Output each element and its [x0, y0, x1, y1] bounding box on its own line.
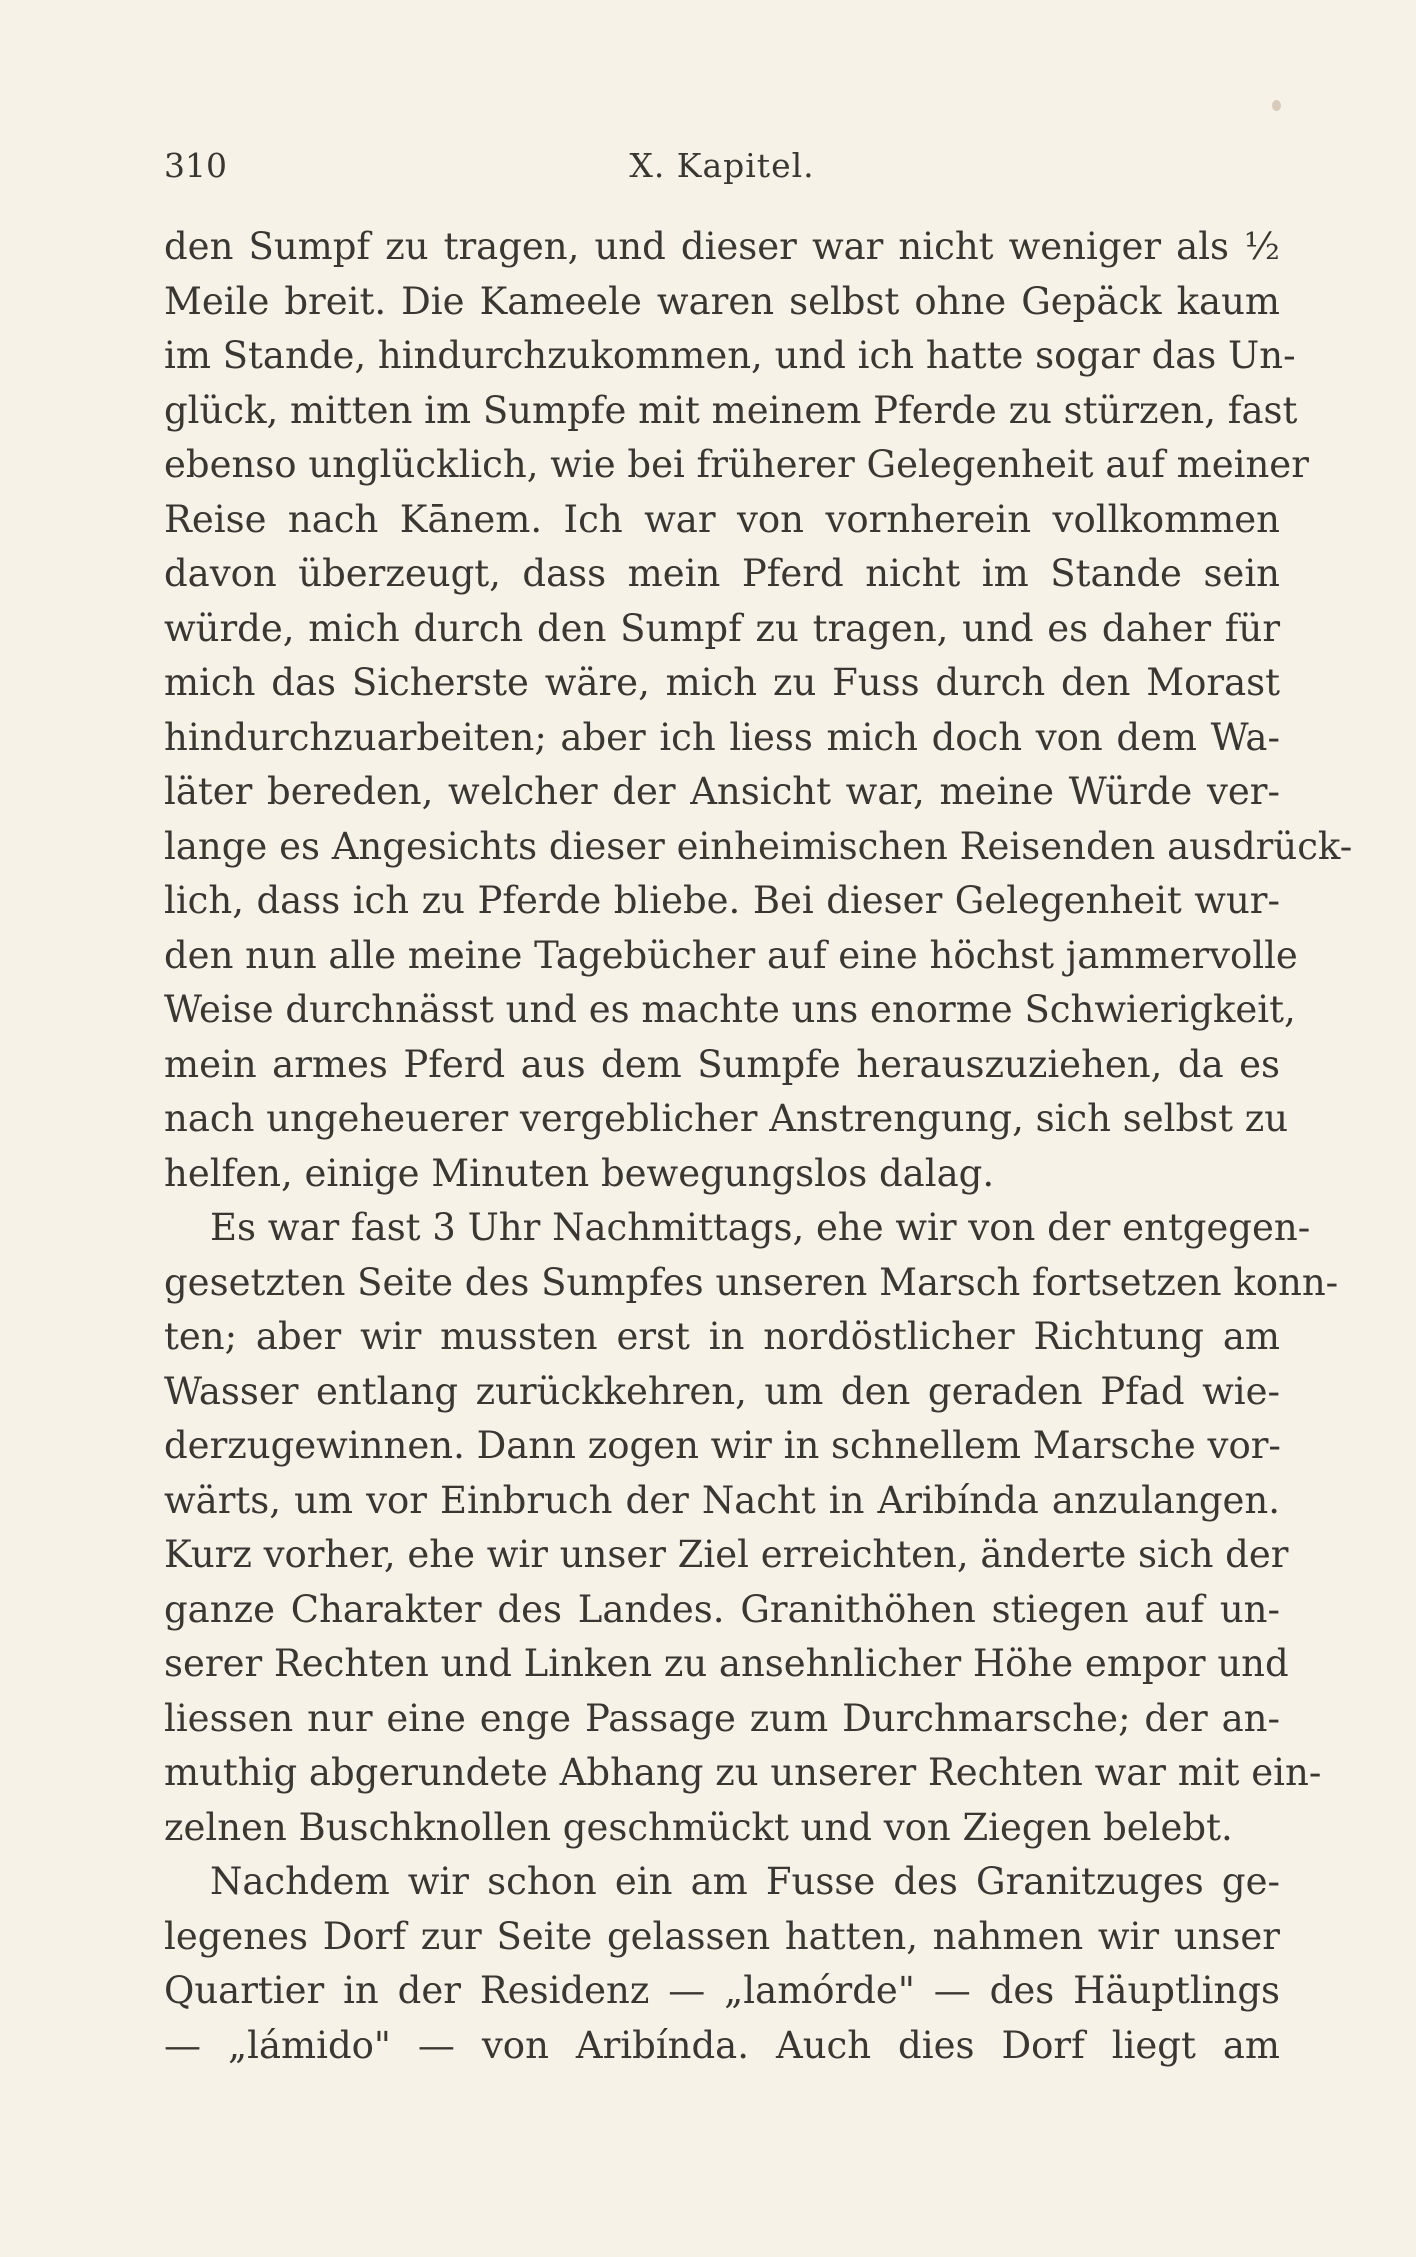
- text-line: hindurchzuarbeiten; aber ich liess mich doch von dem Wa-: [164, 715, 1280, 759]
- text-line: würde, mich durch den Sumpf zu tragen, und es daher für: [164, 606, 1280, 650]
- text-line: Meile breit. Die Kameele waren selbst ohne Gepäck kaum: [164, 279, 1280, 323]
- text-line: lich, dass ich zu Pferde bliebe. Bei dieser Gelegenheit wur-: [164, 879, 1280, 922]
- text-line: Quartier in der Residenz — „lamórde" — des Häuptlings: [164, 1969, 1280, 2012]
- paragraph-end-line: zelnen Buschknollen geschmückt und von Ziegen belebt.: [164, 1805, 1233, 1849]
- text-line: nach ungeheuerer vergeblicher Anstrengung, sich selbst zu: [164, 1097, 1289, 1140]
- page-header: [164, 143, 1280, 189]
- body-text: [164, 220, 1353, 2073]
- paragraph-start-line: Es war fast 3 Uhr Nachmittags, ehe wir von der entgegen-: [210, 1206, 1311, 1249]
- text-line: Wasser entlang zurückkehren, um den geraden Pfad wie-: [164, 1369, 1280, 1413]
- text-line: mich das Sicherste wäre, mich zu Fuss durch den Morast: [164, 661, 1280, 704]
- paragraph-end-line: helfen, einige Minuten bewegungslos dalag.: [164, 1151, 995, 1195]
- text-line: legenes Dorf zur Seite gelassen hatten, nahmen wir unser: [164, 1914, 1280, 1958]
- text-line: serer Rechten und Linken zu ansehnlicher Höhe empor und: [164, 1642, 1289, 1685]
- ink-blot: [1272, 100, 1281, 111]
- text-line: davon überzeugt, dass mein Pferd nicht im Stande sein: [164, 552, 1280, 595]
- text-line: derzugewinnen. Dann zogen wir in schnellem Marsche vor-: [164, 1424, 1281, 1467]
- text-line: Kurz vorher, ehe wir unser Ziel erreichten, änderte sich der: [164, 1533, 1289, 1576]
- running-title: X. Kapitel.: [629, 146, 815, 185]
- text-line: liessen nur eine enge Passage zum Durchmarsche; der an-: [164, 1696, 1280, 1740]
- text-line: Weise durchnässt und es machte uns enorme Schwierigkeit,: [164, 988, 1296, 1031]
- text-line: ten; aber wir mussten erst in nordöstlicher Richtung am: [164, 1315, 1280, 1358]
- paragraph-start-line: Nachdem wir schon ein am Fusse des Granitzuges ge-: [210, 1860, 1280, 1903]
- text-line: im Stande, hindurchzukommen, und ich hatte sogar das Un-: [164, 334, 1296, 377]
- text-line: lange es Angesichts dieser einheimischen Reisenden ausdrück-: [164, 824, 1353, 868]
- text-line: ebenso unglücklich, wie bei früherer Gelegenheit auf meiner: [164, 443, 1309, 486]
- text-line: ganze Charakter des Landes. Granithöhen stiegen auf un-: [164, 1587, 1280, 1631]
- text-line: — „lámido" — von Aribínda. Auch dies Dorf liegt am: [164, 2023, 1280, 2067]
- text-line: den nun alle meine Tagebücher auf eine höchst jammervolle: [164, 933, 1298, 977]
- text-line: glück, mitten im Sumpfe mit meinem Pferde zu stürzen, fast: [164, 388, 1298, 432]
- text-line: wärts, um vor Einbruch der Nacht in Aribínda anzulangen.: [164, 1478, 1280, 1522]
- text-line: mein armes Pferd aus dem Sumpfe herauszuziehen, da es: [164, 1042, 1280, 1086]
- text-line: gesetzten Seite des Sumpfes unseren Marsch fortsetzen konn-: [164, 1260, 1339, 1304]
- text-line: Reise nach Kānem. Ich war von vornherein vollkommen: [164, 497, 1280, 541]
- text-line: den Sumpf zu tragen, und dieser war nicht weniger als ½: [164, 225, 1280, 268]
- page-number: 310: [164, 146, 227, 185]
- text-line: läter bereden, welcher der Ansicht war, meine Würde ver-: [164, 770, 1280, 813]
- text-line: muthig abgerundete Abhang zu unserer Rechten war mit ein-: [164, 1751, 1322, 1794]
